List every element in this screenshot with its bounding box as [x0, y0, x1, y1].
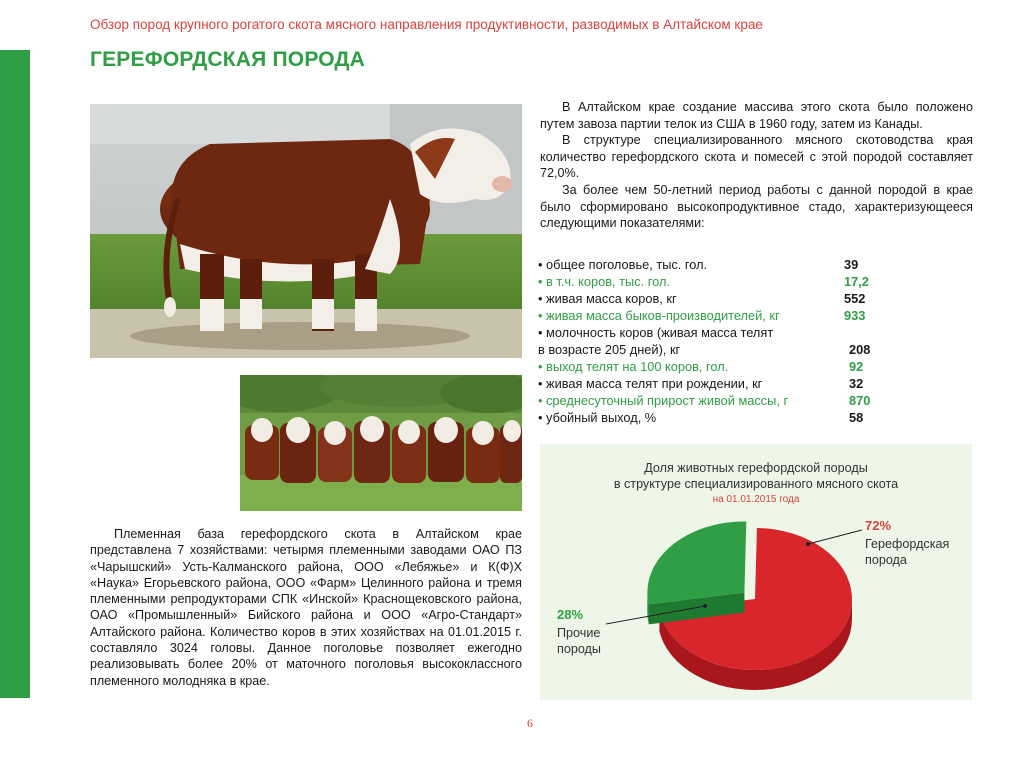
indicator-value: 92	[849, 359, 864, 374]
chart-date: на 01.01.2015 года	[712, 494, 800, 505]
indicator-value: 58	[849, 410, 864, 425]
indicator-label: • среднесуточный прирост живой массы, г	[538, 393, 789, 408]
hereford-share-value: 72%	[865, 518, 892, 533]
other-leader-dot	[703, 604, 707, 608]
indicator-row	[538, 256, 978, 273]
indicator-row	[538, 358, 978, 375]
indicator-label: • живая масса быков-производителей, кг	[538, 308, 780, 323]
indicator-value: 32	[849, 376, 864, 391]
breeding-base-text	[90, 526, 522, 689]
pie-chart-svg	[540, 444, 972, 700]
indicator-value: 552	[844, 291, 866, 306]
indicator-value: 17,2	[844, 274, 869, 289]
intro-paragraph: В Алтайском крае создание массива этого скота было положено путем завоза партии телок из США в 1960 году, затем из Канады.	[540, 100, 973, 131]
breeding-base-paragraph: Племенная база герефордского скота в Алтайском крае представлена 7 хозяйствами: четырмя племенными заводами ОАО ПЗ «Чарышский» Усть-Калманского района, ООО «Лебяжье» и К(Ф)Х «Наука» Егорьевского района, ООО «Фарм» Целинного района и тремя племенными репродукторами СПК «Инской» Краснощековского района, ОАО «Промышленный» Бийского района и ООО «Агро-Стандарт» Алтайского района. Количество коров в этих хозяйствах на 01.01.2015 г. составляло 3024 головы. Данное поголовье позволяет ежегодно реализовывать более 20% от маточного поголовья высококлассного племенного молодняка в крае.	[90, 527, 522, 688]
breed-title: ГЕРЕФОРДСКАЯ ПОРОДА	[90, 48, 366, 71]
breed-share-chart	[540, 444, 972, 700]
bull-illustration	[90, 104, 522, 358]
left-accent-bar	[0, 50, 30, 698]
hereford-bull-photo	[90, 104, 522, 358]
indicator-label: • убойный выход, %	[538, 410, 657, 425]
indicator-row	[538, 273, 978, 290]
other-share-label: Прочие породы	[557, 626, 601, 656]
indicator-value: 933	[844, 308, 866, 323]
hereford-herd-photo	[240, 375, 522, 511]
indicator-row	[538, 290, 978, 307]
pie-slice-other-group	[647, 521, 746, 624]
intro-paragraph: В структуре специализированного мясного скотоводства края количество герефордского скота и помесей с этой породой составляет 72,0%.	[540, 133, 973, 181]
indicator-row	[538, 375, 978, 392]
indicator-label: • общее поголовье, тыс. гол.	[538, 257, 708, 272]
page-number: 6	[527, 716, 533, 730]
intro-text	[540, 99, 973, 232]
herd-cows	[245, 416, 522, 483]
indicator-value: 870	[849, 393, 871, 408]
hereford-share-label: Герефордская порода	[865, 537, 950, 567]
chart-title: Доля животных герефордской породы в структуре специализированного мясного скота	[613, 461, 899, 491]
indicator-label: • выход телят на 100 коров, гол.	[538, 359, 729, 374]
indicators-list	[538, 256, 978, 426]
other-share-value: 28%	[557, 607, 584, 622]
indicator-row	[538, 392, 978, 409]
document-header-title: Обзор пород крупного рогатого скота мясного направления продуктивности, разводимых в Алтайском крае	[90, 17, 763, 32]
hereford-leader-dot	[806, 542, 810, 546]
indicator-value: 39	[844, 257, 859, 272]
indicator-label: • живая масса телят при рождении, кг	[538, 376, 763, 391]
indicator-row	[538, 307, 978, 324]
indicator-label: • молочность коров (живая масса телят в возрасте 205 дней), кг	[538, 325, 774, 357]
hereford-leader-line	[808, 530, 862, 544]
indicator-row	[538, 324, 978, 358]
indicator-label: • в т.ч. коров, тыс. гол.	[538, 274, 670, 289]
intro-paragraph: За более чем 50-летний период работы с данной породой в крае было сформировано высокопродуктивное стадо, характеризующееся следующими показателями:	[540, 182, 973, 231]
indicator-row	[538, 409, 978, 426]
indicator-value: 208	[849, 342, 871, 357]
pie-chart-group	[647, 521, 852, 690]
indicator-label: • живая масса коров, кг	[538, 291, 677, 306]
pie-slice-other	[647, 521, 746, 604]
herd-illustration	[240, 375, 522, 511]
